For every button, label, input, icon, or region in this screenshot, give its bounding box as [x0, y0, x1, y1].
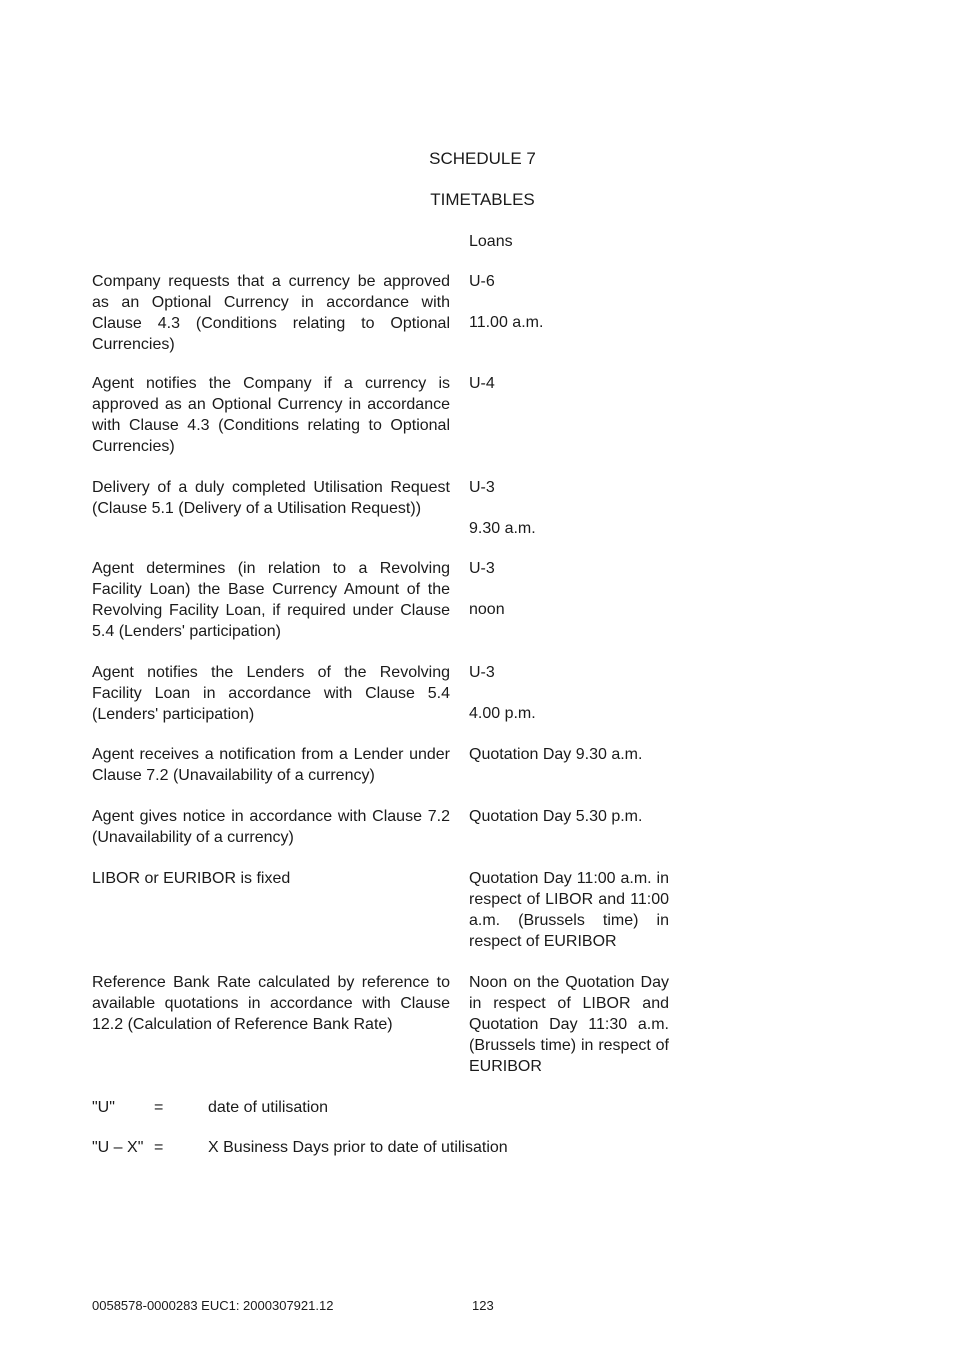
timetable-row-description: Reference Bank Rate calculated by reference to available quotations in accordance with Clause 12.2 (Calculation of Reference Bank Rate)	[92, 974, 450, 1033]
timetable-row-timing: Noon on the Quotation Day in respect of LIBOR and Quotation Day 11:30 a.m. (Brussels time) in respect of EURIBOR	[469, 974, 669, 1075]
timing-time: 11.00 a.m.	[469, 314, 544, 331]
timetable-row-description: Agent notifies the Lenders of the Revolving Facility Loan in accordance with Clause 5.4 (Lenders' participation)	[92, 664, 450, 723]
timing-day: U-3	[469, 560, 495, 577]
timing-day: U-3	[469, 479, 495, 496]
timing-time: 9.30 a.m.	[469, 520, 536, 537]
timetable-row-description: Agent determines (in relation to a Revolving Facility Loan) the Base Currency Amount of the Revolving Facility Loan, if required under Clause 5.4 (Lenders' participation)	[92, 560, 450, 640]
timetable-row-timing: Quotation Day 9.30 a.m.	[469, 746, 643, 763]
timetable-row-description: Delivery of a duly completed Utilisation Request (Clause 5.1 (Delivery of a Utilisation Request))	[92, 479, 450, 517]
timetable-row-description: Agent notifies the Company if a currency is approved as an Optional Currency in accordance with Clause 4.3 (Conditions relating to Optional Currencies)	[92, 375, 450, 455]
timing-day: U-4	[469, 375, 495, 392]
timetable-row-description: LIBOR or EURIBOR is fixed	[92, 870, 291, 887]
legend-equals: =	[154, 1139, 164, 1156]
legend-term: "U – X"	[92, 1139, 144, 1156]
timing-day: U-6	[469, 273, 495, 290]
legend-definition: X Business Days prior to date of utilisation	[208, 1139, 508, 1156]
timetable-row-timing	[469, 373, 669, 394]
timetable-row-timing: Quotation Day 11:00 a.m. in respect of LIBOR and 11:00 a.m. (Brussels time) in respect of EURIBOR	[469, 870, 669, 950]
schedule-title: SCHEDULE 7	[429, 149, 536, 168]
timing-time: noon	[469, 601, 505, 618]
footer-page-number: 123	[472, 1298, 494, 1313]
legend-definition: date of utilisation	[208, 1099, 329, 1116]
section-title: TIMETABLES	[430, 190, 535, 209]
column-header-loans: Loans	[469, 233, 513, 250]
legend-term: "U"	[92, 1099, 115, 1116]
legend-equals: =	[154, 1099, 164, 1116]
timetable-row-timing	[469, 271, 669, 333]
timetable-row-description: Agent gives notice in accordance with Clause 7.2 (Unavailability of a currency)	[92, 808, 450, 846]
timing-day: U-3	[469, 664, 495, 681]
timetable-row-description: Agent receives a notification from a Lender under Clause 7.2 (Unavailability of a currency)	[92, 746, 450, 784]
timetable-row-timing: Quotation Day 5.30 p.m.	[469, 808, 643, 825]
timetable-row-timing	[469, 662, 669, 724]
footer-document-reference: 0058578-0000283 EUC1: 2000307921.12	[92, 1298, 334, 1313]
timetable-row-timing	[469, 558, 669, 620]
timetable-row-timing	[469, 477, 669, 539]
timing-time: 4.00 p.m.	[469, 705, 536, 722]
timetable-row-description: Company requests that a currency be approved as an Optional Currency in accordance with Clause 4.3 (Conditions relating to Optional Currencies)	[92, 273, 450, 353]
